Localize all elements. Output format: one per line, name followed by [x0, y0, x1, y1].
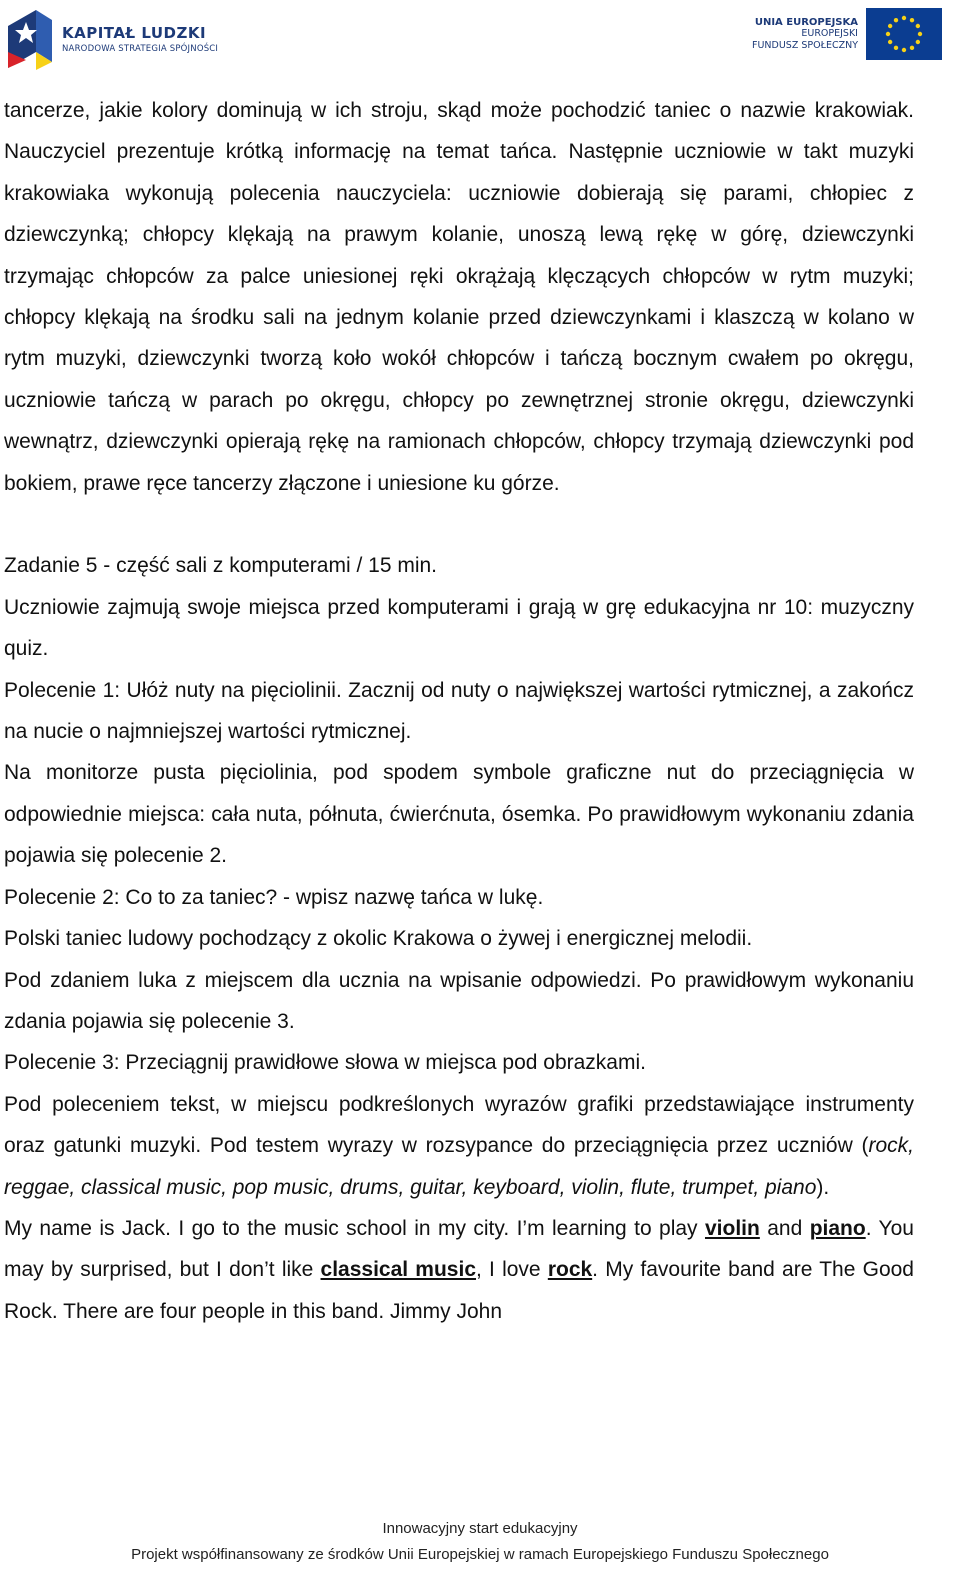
eu-star-icon [918, 32, 922, 36]
eu-star-icon [894, 18, 898, 22]
eu-star-icon [902, 48, 906, 52]
word-list-end: ). [816, 1175, 830, 1199]
eu-flag-icon [866, 8, 942, 60]
eu-star-icon [916, 40, 920, 44]
page-header [0, 0, 960, 80]
paragraph-dance-clue: Polski taniec ludowy pochodzący z okolic Krakowa o żywej i energicznej melodii. [4, 927, 753, 951]
footer-funding-note: Projekt współfinansowany ze środków Unii Europejskiej w ramach Europejskiego Funduszu Społecznego [131, 1546, 829, 1563]
underlined-word-piano: piano [809, 1216, 866, 1240]
jack-text-part: . You may by surprised, but I don’t like [4, 1216, 914, 1282]
paragraph-dance-description: tancerze, jakie kolory dominują w ich stroju, skąd może pochodzić taniec o nazwie krakowiak. Nauczyciel prezentuje krótką informację na temat tańca. Następnie uczniowie w takt muzyki krakowiaka wykonują polecenia nauczyciela: uczniowie dobierają się parami, chłopiec z dziewczynką; chłopcy klękają na prawym kolanie, unoszą lewą rękę w górę, dziewczynki trzymając chłopców za palce uniesionej ręki okrążają klęczących chłopców w rytm muzyki; chłopcy klękają na środku sali na jednym kolanie przed dziewczynkami i klaszczą w kolano w rytm muzyki, dziewczynki tworzą koło wokół chłopców i tańczą bocznym cwałem po okręgu, uczniowie tańczą w parach po okręgu, chłopcy po zewnętrznej stronie okręgu, dziewczynki wewnątrz, dziewczynki opierają rękę na ramionach chłopców, chłopcy trzymają dziewczynki pod bokiem, prawe ręce tancerzy złączone i uniesione ku górze. [4, 99, 914, 495]
paragraph-word-list [4, 1084, 914, 1208]
underlined-word-rock: rock [547, 1258, 593, 1282]
kapital-ludzki-logo [6, 6, 231, 72]
eu-title: UNIA EUROPEJSKA [754, 16, 858, 28]
eu-star-icon [910, 46, 914, 50]
jack-text-part: and [759, 1216, 810, 1240]
eu-star-icon [910, 18, 914, 22]
kapital-ludzki-title: KAPITAŁ LUDZKI [62, 24, 207, 42]
jack-text-part: My name is Jack. I go to the music school in my city. I’m learning to play [4, 1216, 705, 1240]
eu-logo [752, 8, 942, 60]
paragraph-command-2: Polecenie 2: Co to za taniec? - wpisz nazwę tańca w lukę. [4, 885, 544, 909]
word-list-italic: rock, reggae, classical music, pop music, drums, guitar, keyboard, violin, flute, trumpet, piano [4, 1134, 914, 1199]
footer-project-name: Innowacyjny start edukacyjny [382, 1520, 578, 1537]
eu-subtitle-2: FUNDUSZ SPOŁECZNY [752, 39, 858, 51]
kapital-ludzki-subtitle: NARODOWA STRATEGIA SPÓJNOŚCI [62, 44, 219, 54]
jack-text-part: , I love [476, 1258, 548, 1282]
paragraph-gap-description: Pod zdaniem luka z miejscem dla ucznia na wpisanie odpowiedzi. Po prawidłowym wykonaniu zdania pojawia się polecenie 3. [4, 968, 914, 1033]
eu-star-icon [888, 40, 892, 44]
paragraph-jack-text [4, 1208, 914, 1332]
underlined-word-classical-music: classical music [320, 1258, 477, 1282]
eu-star-icon [888, 24, 892, 28]
word-list-intro: Pod poleceniem tekst, w miejscu podkreślonych wyrazów grafiki przedstawiające instrumenty oraz gatunki muzyki. Pod testem wyrazy w rozsypance do przeciągnięcia przez uczniów ( [4, 1092, 914, 1158]
eu-star-icon [916, 24, 920, 28]
document-body [4, 90, 914, 1332]
paragraph-command-3: Polecenie 3: Przeciągnij prawidłowe słowa w miejsca pod obrazkami. [4, 1051, 646, 1075]
kapital-ludzki-emblem-icon [6, 8, 54, 70]
eu-subtitle-1: EUROPEJSKI [801, 27, 858, 39]
task-heading: Zadanie 5 - część sali z komputerami / 15 min. [4, 554, 438, 578]
paragraph-command-1: Polecenie 1: Ułóż nuty na pięciolinii. Zacznij od nuty o największej wartości rytmicznej, a zakończ na nucie o najmniejszej wartości rytmicznej. [4, 678, 914, 744]
paragraph-monitor-description: Na monitorze pusta pięciolinia, pod spodem symbole graficzne nut do przeciągnięcia w odpowiednie miejsca: cała nuta, półnuta, ćwierćnuta, ósemka. Po prawidłowym wykonaniu zdania pojawia się polecenie 2. [4, 761, 914, 868]
underlined-word-violin: violin [704, 1216, 760, 1240]
eu-star-icon [886, 32, 890, 36]
eu-star-icon [902, 16, 906, 20]
eu-star-icon [894, 46, 898, 50]
jack-text-part: . My favourite band are The Good Rock. There are four people in this band. Jimmy John [4, 1258, 914, 1323]
paragraph-game-intro: Uczniowie zajmują swoje miejsca przed komputerami i grają w grę edukacyjna nr 10: muzyczny quiz. [4, 595, 914, 661]
paragraph-gap [4, 504, 914, 545]
